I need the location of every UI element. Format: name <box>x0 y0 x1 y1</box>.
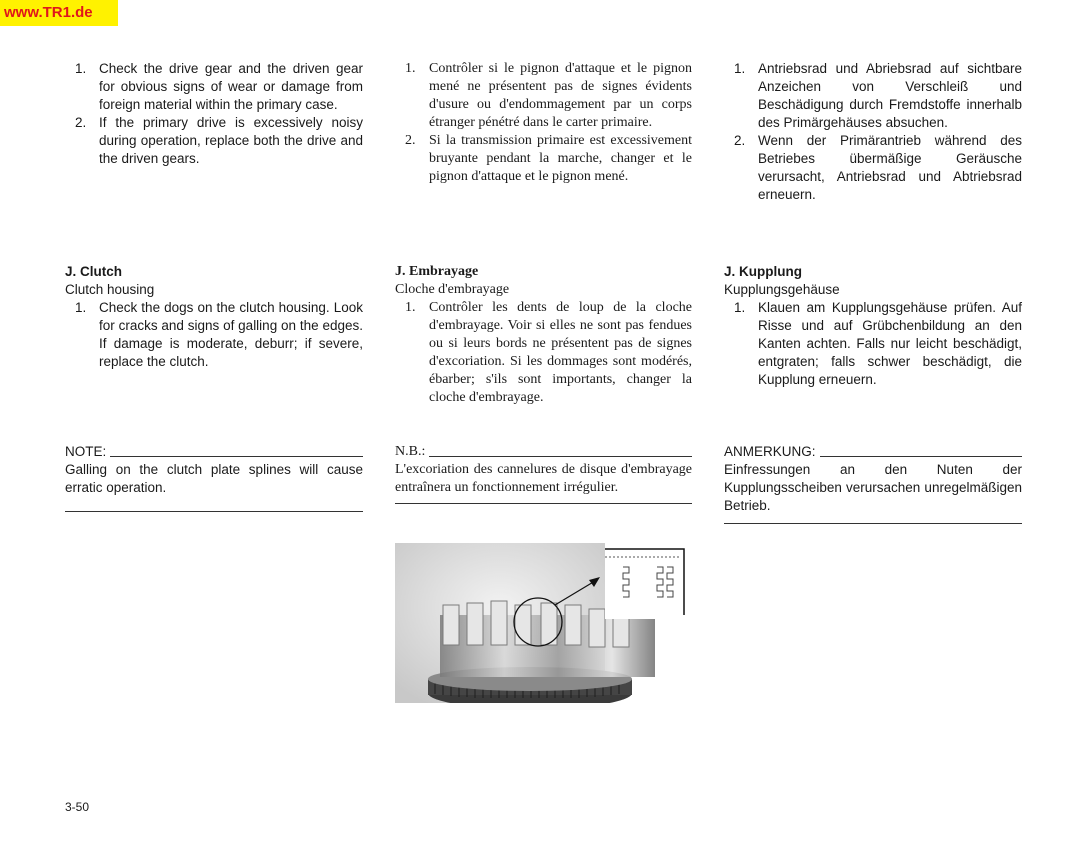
note-text: Einfressungen an den Nuten der Kupplungsscheiben verursachen unregelmäßigen Betrieb. <box>724 462 1022 513</box>
subheading: Cloche d'embrayage <box>395 282 510 297</box>
german-clutch-section <box>724 263 1022 389</box>
german-note <box>724 443 1022 524</box>
list-item: 1. Klauen am Kupplungsgehäuse prüfen. Auf Risse und auf Grübchenbildung an den Kanten achten. Falls nur leicht beschädigt, entgraten; falls schwer beschädigt, die Kupplung erneuern. <box>734 300 1022 387</box>
watermark: www.TR1.de <box>0 0 118 26</box>
english-column <box>65 60 363 168</box>
divider <box>724 515 1022 524</box>
german-column <box>724 60 1022 204</box>
list-item: 2. Si la transmission primaire est excessivement bruyante pendant la marche, changer et le pignon d'attaque et le pignon mené. <box>405 133 692 184</box>
divider <box>820 456 1022 457</box>
divider <box>110 456 363 457</box>
english-clutch-section <box>65 263 363 371</box>
clutch-housing-photo <box>395 543 687 703</box>
divider <box>65 497 363 512</box>
divider <box>395 497 692 504</box>
list-item: 1. Contrôler si le pignon d'attaque et le pignon mené ne présentent pas de signes évidents d'usure ou d'endommagement par un corps étranger pénétré dans le carter primaire. <box>405 61 692 130</box>
french-note <box>395 443 692 504</box>
note-text: Galling on the clutch plate splines will cause erratic operation. <box>65 462 363 495</box>
list-item: 1. Contrôler les dents de loup de la cloche d'embrayage. Voir si elles ne sont pas fendues ou si leurs bords ne présentent pas de signes d'excoriation. Si les dommages sont modérés, ébarber; s'ils sont importants, changer la cloche d'embrayage. <box>405 300 692 405</box>
list-item: 1. Check the dogs on the clutch housing. Look for cracks and signs of galling on the edges. If damage is moderate, deburr; if severe, replace the clutch. <box>75 300 363 369</box>
note-label: N.B.: <box>395 444 426 459</box>
subheading: Kupplungsgehäuse <box>724 282 840 297</box>
section-heading: J. Kupplung <box>724 264 802 279</box>
list-item: 1. Check the drive gear and the driven gear for obvious signs of wear or damage from foreign material within the primary case. <box>75 61 363 112</box>
english-clutch-list <box>65 299 363 371</box>
english-intro-list <box>65 60 363 168</box>
divider <box>429 456 692 457</box>
section-heading: J. Clutch <box>65 264 123 279</box>
french-intro-list <box>395 60 692 186</box>
list-item: 2. Wenn der Primärantrieb während des Betriebes übermäßige Geräusche verursacht, Antriebsrad und Abtriebsrad erneuern. <box>734 133 1022 202</box>
german-clutch-list <box>724 299 1022 389</box>
note-label: NOTE: <box>65 444 107 459</box>
french-clutch-list <box>395 299 692 407</box>
page-number: 3-50 <box>65 800 90 814</box>
clutch-housing-illustration <box>395 543 687 703</box>
english-note <box>65 443 363 512</box>
french-column <box>395 60 692 186</box>
section-heading: J. Embrayage <box>395 264 479 279</box>
list-item: 1. Antriebsrad und Abriebsrad auf sichtbare Anzeichen von Verschleiß und Beschädigung durch Fremdstoffe innerhalb des Primärgehäuses absuchen. <box>734 61 1022 130</box>
list-item: 2. If the primary drive is excessively noisy during operation, replace both the drive and the driven gears. <box>75 115 363 166</box>
french-clutch-section <box>395 263 692 407</box>
subheading: Clutch housing <box>65 282 155 297</box>
note-label: ANMERKUNG: <box>724 444 816 459</box>
note-text: L'excoriation des cannelures de disque d'embrayage entraînera un fonctionnement irrégulier. <box>395 462 692 495</box>
german-intro-list <box>724 60 1022 204</box>
